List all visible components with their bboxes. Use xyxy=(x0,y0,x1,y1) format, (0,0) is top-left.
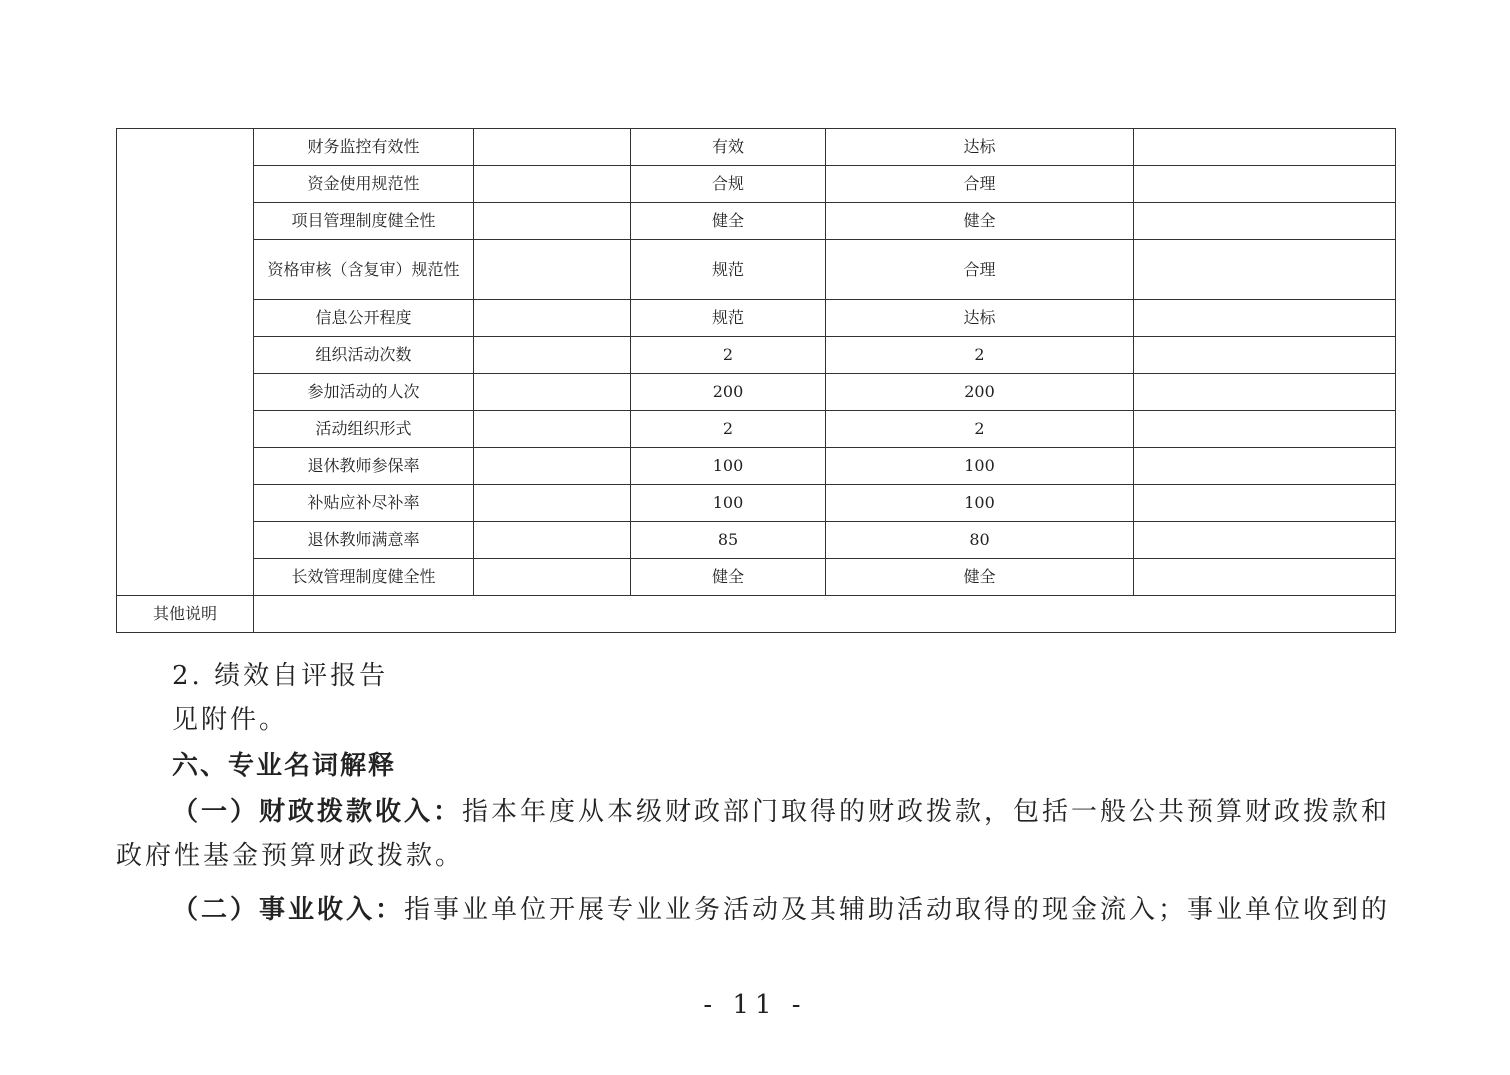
blank-cell xyxy=(474,411,631,448)
indicator-cell: 财务监控有效性 xyxy=(254,129,474,166)
remark-cell xyxy=(1134,485,1396,522)
performance-table xyxy=(116,128,1396,633)
definition-text-1: 指本年度从本级财政部门取得的财政拨款，包括一般公共预算财政拨款和政府性基金预算财政拨款。 xyxy=(116,797,1391,871)
actual-cell: 200 xyxy=(826,374,1134,411)
target-cell: 健全 xyxy=(631,203,826,240)
table-row xyxy=(117,448,1396,485)
target-cell: 规范 xyxy=(631,240,826,300)
target-cell: 2 xyxy=(631,411,826,448)
target-cell: 有效 xyxy=(631,129,826,166)
remark-cell xyxy=(1134,448,1396,485)
target-cell: 合规 xyxy=(631,166,826,203)
other-notes-label: 其他说明 xyxy=(117,596,254,633)
actual-cell: 2 xyxy=(826,411,1134,448)
blank-cell xyxy=(474,129,631,166)
target-cell: 100 xyxy=(631,448,826,485)
section-2-body: 见附件。 xyxy=(172,705,289,735)
blank-cell xyxy=(474,559,631,596)
blank-cell xyxy=(474,448,631,485)
remark-cell xyxy=(1134,337,1396,374)
blank-cell xyxy=(474,203,631,240)
definition-term-2: （二）事业收入： xyxy=(172,895,405,925)
table-row xyxy=(117,411,1396,448)
table-row xyxy=(117,374,1396,411)
indicator-cell: 退休教师满意率 xyxy=(254,522,474,559)
remark-cell xyxy=(1134,374,1396,411)
indicator-cell: 补贴应补尽补率 xyxy=(254,485,474,522)
table-row xyxy=(117,129,1396,166)
actual-cell: 80 xyxy=(826,522,1134,559)
remark-cell xyxy=(1134,203,1396,240)
table-row xyxy=(117,203,1396,240)
remark-cell xyxy=(1134,129,1396,166)
section-6-heading: 六、专业名词解释 xyxy=(172,751,397,781)
section-6 xyxy=(116,744,1395,932)
table-row xyxy=(117,559,1396,596)
blank-cell xyxy=(474,300,631,337)
actual-cell: 100 xyxy=(826,448,1134,485)
page-number: - 11 - xyxy=(703,990,807,1020)
definition-item-1 xyxy=(116,790,1395,878)
blank-cell xyxy=(474,337,631,374)
other-notes-value xyxy=(254,596,1396,633)
remark-cell xyxy=(1134,240,1396,300)
actual-cell: 2 xyxy=(826,337,1134,374)
remark-cell xyxy=(1134,411,1396,448)
actual-cell: 合理 xyxy=(826,240,1134,300)
actual-cell: 达标 xyxy=(826,129,1134,166)
actual-cell: 合理 xyxy=(826,166,1134,203)
indicator-cell: 信息公开程度 xyxy=(254,300,474,337)
table-row xyxy=(117,166,1396,203)
indicator-cell: 资格审核（含复审）规范性 xyxy=(254,240,474,300)
indicator-cell: 参加活动的人次 xyxy=(254,374,474,411)
definition-term-1: （一）财政拨款收入： xyxy=(172,797,463,827)
target-cell: 100 xyxy=(631,485,826,522)
blank-cell xyxy=(474,240,631,300)
blank-cell xyxy=(474,522,631,559)
table-row-other xyxy=(117,596,1396,633)
indicator-cell: 组织活动次数 xyxy=(254,337,474,374)
table-row xyxy=(117,485,1396,522)
target-cell: 200 xyxy=(631,374,826,411)
indicator-cell: 资金使用规范性 xyxy=(254,166,474,203)
actual-cell: 100 xyxy=(826,485,1134,522)
table-row xyxy=(117,240,1396,300)
target-cell: 规范 xyxy=(631,300,826,337)
table-body xyxy=(117,129,1396,633)
remark-cell xyxy=(1134,559,1396,596)
blank-cell xyxy=(474,485,631,522)
actual-cell: 健全 xyxy=(826,559,1134,596)
blank-cell xyxy=(474,166,631,203)
target-cell: 健全 xyxy=(631,559,826,596)
indicator-cell: 退休教师参保率 xyxy=(254,448,474,485)
actual-cell: 健全 xyxy=(826,203,1134,240)
table-row xyxy=(117,300,1396,337)
table-row xyxy=(117,337,1396,374)
actual-cell: 达标 xyxy=(826,300,1134,337)
remark-cell xyxy=(1134,166,1396,203)
remark-cell xyxy=(1134,522,1396,559)
indicator-cell: 项目管理制度健全性 xyxy=(254,203,474,240)
target-cell: 2 xyxy=(631,337,826,374)
table-row xyxy=(117,522,1396,559)
remark-cell xyxy=(1134,300,1396,337)
blank-cell xyxy=(474,374,631,411)
category-cell xyxy=(117,129,254,596)
target-cell: 85 xyxy=(631,522,826,559)
definition-item-2 xyxy=(116,888,1395,932)
indicator-cell: 长效管理制度健全性 xyxy=(254,559,474,596)
indicator-cell: 活动组织形式 xyxy=(254,411,474,448)
section-2 xyxy=(116,654,1395,742)
definition-text-2: 指事业单位开展专业业务活动及其辅助活动取得的现金流入；事业单位收到的 xyxy=(404,895,1391,925)
section-2-title: 2. 绩效自评报告 xyxy=(172,661,389,691)
